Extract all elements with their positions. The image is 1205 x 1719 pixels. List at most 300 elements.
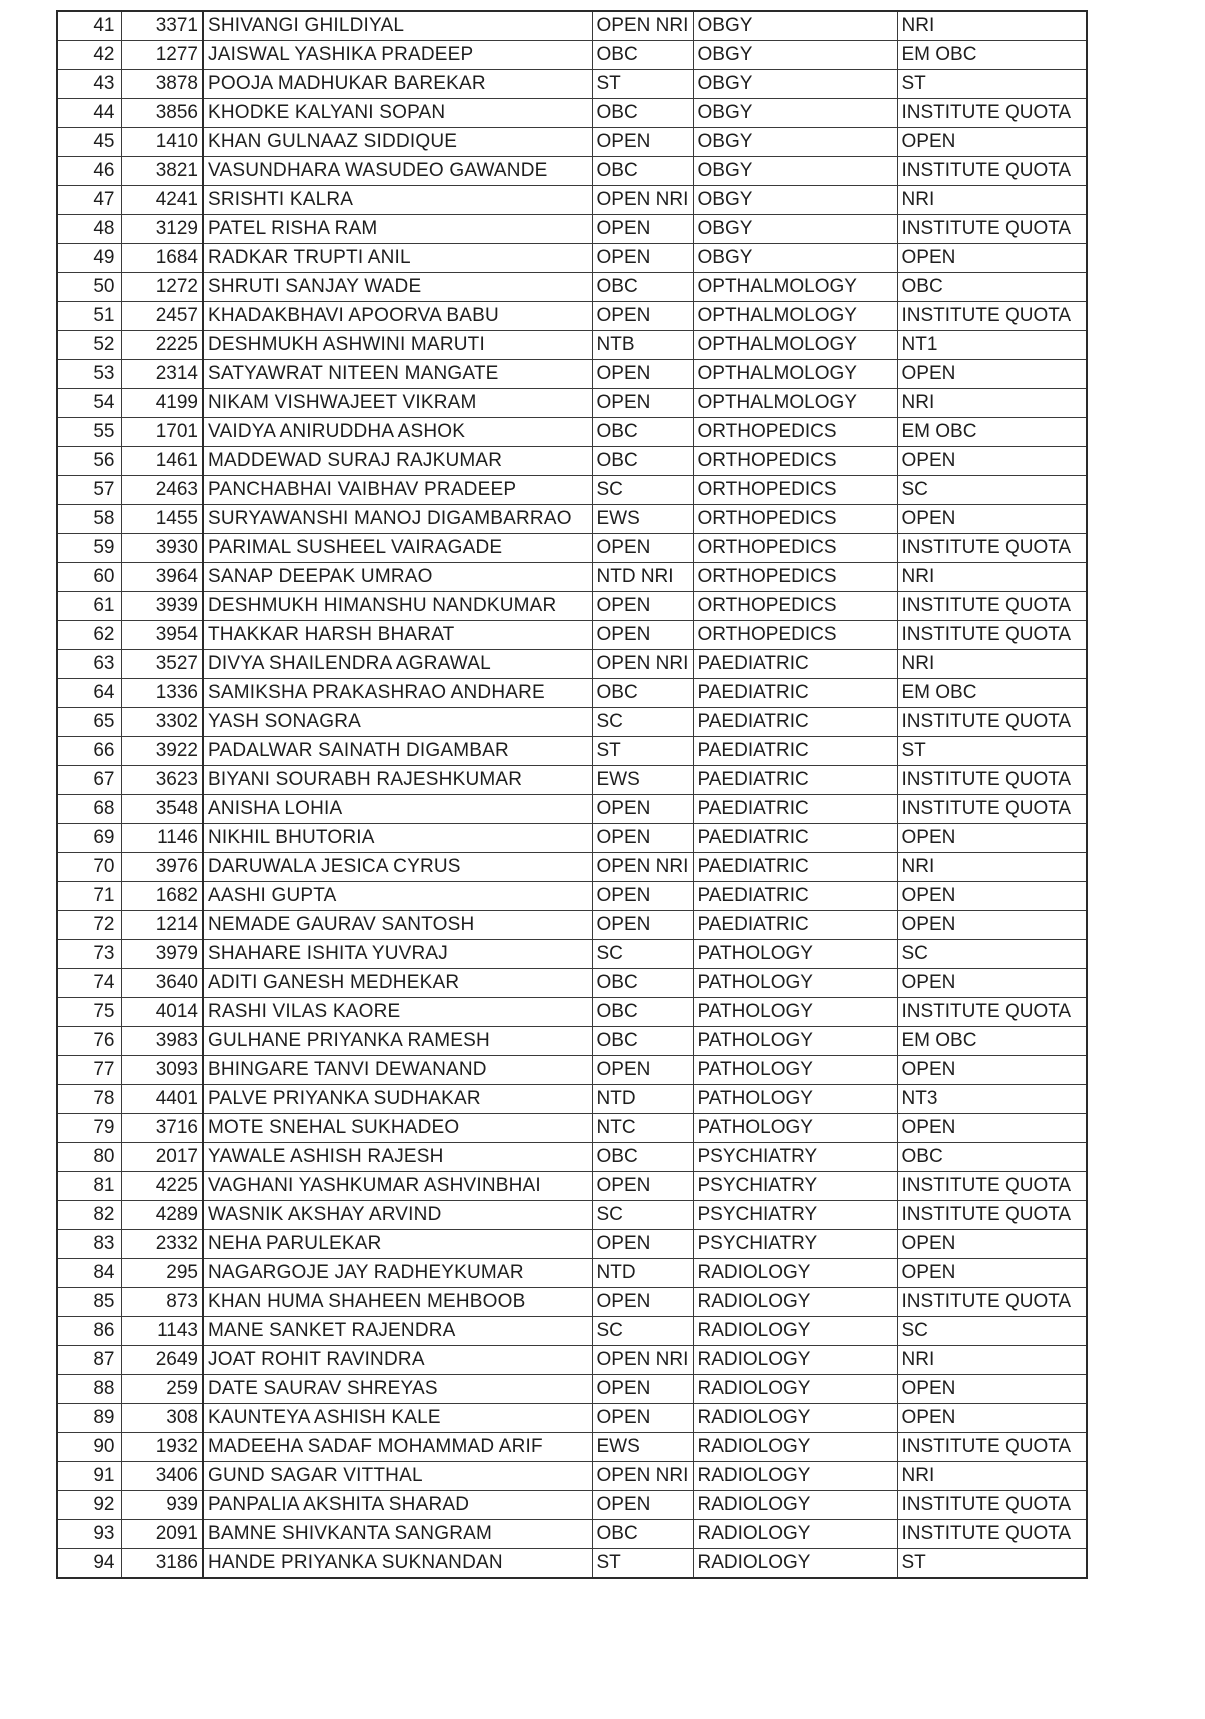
table-row — [57, 882, 1087, 911]
category-cell: OPEN NRI — [592, 186, 693, 215]
table-row — [57, 1114, 1087, 1143]
serial-number-cell: 60 — [57, 563, 121, 592]
table-row — [57, 1404, 1087, 1433]
subject-cell: ORTHOPEDICS — [693, 447, 897, 476]
subject-cell: ORTHOPEDICS — [693, 592, 897, 621]
serial-number-cell: 48 — [57, 215, 121, 244]
candidate-name-cell: SHAHARE ISHITA YUVRAJ — [203, 940, 592, 969]
allotted-quota-cell: NRI — [897, 650, 1087, 679]
rank-cell: 4014 — [121, 998, 203, 1027]
category-cell: OPEN NRI — [592, 11, 693, 41]
table-row — [57, 795, 1087, 824]
subject-cell: PAEDIATRIC — [693, 824, 897, 853]
table-row — [57, 41, 1087, 70]
candidate-name-cell: HANDE PRIYANKA SUKNANDAN — [203, 1549, 592, 1579]
category-cell: ST — [592, 737, 693, 766]
subject-cell: PATHOLOGY — [693, 1114, 897, 1143]
category-cell: OPEN — [592, 534, 693, 563]
candidate-name-cell: PANCHABHAI VAIBHAV PRADEEP — [203, 476, 592, 505]
serial-number-cell: 49 — [57, 244, 121, 273]
serial-number-cell: 87 — [57, 1346, 121, 1375]
subject-cell: OBGY — [693, 70, 897, 99]
rank-cell: 1682 — [121, 882, 203, 911]
serial-number-cell: 94 — [57, 1549, 121, 1579]
allotment-table-body — [57, 11, 1087, 1578]
candidate-name-cell: NEHA PARULEKAR — [203, 1230, 592, 1259]
table-row — [57, 505, 1087, 534]
table-row — [57, 679, 1087, 708]
table-row — [57, 157, 1087, 186]
rank-cell: 4225 — [121, 1172, 203, 1201]
table-row — [57, 534, 1087, 563]
candidate-name-cell: DESHMUKH HIMANSHU NANDKUMAR — [203, 592, 592, 621]
subject-cell: PAEDIATRIC — [693, 766, 897, 795]
allotted-quota-cell: OPEN — [897, 505, 1087, 534]
allotted-quota-cell: OPEN — [897, 824, 1087, 853]
allotted-quota-cell: INSTITUTE QUOTA — [897, 1491, 1087, 1520]
candidate-name-cell: NEMADE GAURAV SANTOSH — [203, 911, 592, 940]
table-row — [57, 998, 1087, 1027]
rank-cell: 3983 — [121, 1027, 203, 1056]
serial-number-cell: 57 — [57, 476, 121, 505]
rank-cell: 1214 — [121, 911, 203, 940]
subject-cell: OBGY — [693, 186, 897, 215]
rank-cell: 2091 — [121, 1520, 203, 1549]
table-row — [57, 911, 1087, 940]
serial-number-cell: 68 — [57, 795, 121, 824]
rank-cell: 1336 — [121, 679, 203, 708]
rank-cell: 2463 — [121, 476, 203, 505]
serial-number-cell: 43 — [57, 70, 121, 99]
candidate-name-cell: ANISHA LOHIA — [203, 795, 592, 824]
category-cell: OPEN — [592, 1375, 693, 1404]
candidate-name-cell: DATE SAURAV SHREYAS — [203, 1375, 592, 1404]
candidate-name-cell: SRISHTI KALRA — [203, 186, 592, 215]
rank-cell: 308 — [121, 1404, 203, 1433]
category-cell: ST — [592, 1549, 693, 1579]
serial-number-cell: 80 — [57, 1143, 121, 1172]
allotted-quota-cell: INSTITUTE QUOTA — [897, 215, 1087, 244]
rank-cell: 3922 — [121, 737, 203, 766]
serial-number-cell: 45 — [57, 128, 121, 157]
rank-cell: 4401 — [121, 1085, 203, 1114]
candidate-name-cell: PATEL RISHA RAM — [203, 215, 592, 244]
candidate-name-cell: JOAT ROHIT RAVINDRA — [203, 1346, 592, 1375]
category-cell: EWS — [592, 505, 693, 534]
serial-number-cell: 93 — [57, 1520, 121, 1549]
subject-cell: PATHOLOGY — [693, 1085, 897, 1114]
category-cell: OBC — [592, 1520, 693, 1549]
serial-number-cell: 70 — [57, 853, 121, 882]
subject-cell: PAEDIATRIC — [693, 708, 897, 737]
rank-cell: 1684 — [121, 244, 203, 273]
allotted-quota-cell: SC — [897, 476, 1087, 505]
rank-cell: 1461 — [121, 447, 203, 476]
serial-number-cell: 54 — [57, 389, 121, 418]
candidate-name-cell: PARIMAL SUSHEEL VAIRAGADE — [203, 534, 592, 563]
subject-cell: RADIOLOGY — [693, 1520, 897, 1549]
allotted-quota-cell: INSTITUTE QUOTA — [897, 534, 1087, 563]
serial-number-cell: 50 — [57, 273, 121, 302]
subject-cell: RADIOLOGY — [693, 1462, 897, 1491]
table-row — [57, 650, 1087, 679]
candidate-name-cell: MADDEWAD SURAJ RAJKUMAR — [203, 447, 592, 476]
subject-cell: OPTHALMOLOGY — [693, 389, 897, 418]
subject-cell: ORTHOPEDICS — [693, 621, 897, 650]
allotted-quota-cell: INSTITUTE QUOTA — [897, 795, 1087, 824]
rank-cell: 3976 — [121, 853, 203, 882]
rank-cell: 3964 — [121, 563, 203, 592]
allotted-quota-cell: INSTITUTE QUOTA — [897, 99, 1087, 128]
serial-number-cell: 88 — [57, 1375, 121, 1404]
rank-cell: 939 — [121, 1491, 203, 1520]
allotted-quota-cell: INSTITUTE QUOTA — [897, 766, 1087, 795]
subject-cell: PATHOLOGY — [693, 940, 897, 969]
allotted-quota-cell: INSTITUTE QUOTA — [897, 592, 1087, 621]
allotted-quota-cell: EM OBC — [897, 418, 1087, 447]
serial-number-cell: 44 — [57, 99, 121, 128]
candidate-name-cell: KHADAKBHAVI APOORVA BABU — [203, 302, 592, 331]
serial-number-cell: 76 — [57, 1027, 121, 1056]
subject-cell: OPTHALMOLOGY — [693, 302, 897, 331]
category-cell: SC — [592, 1201, 693, 1230]
category-cell: OPEN NRI — [592, 1346, 693, 1375]
category-cell: NTC — [592, 1114, 693, 1143]
table-row — [57, 476, 1087, 505]
candidate-name-cell: PANPALIA AKSHITA SHARAD — [203, 1491, 592, 1520]
rank-cell: 3979 — [121, 940, 203, 969]
candidate-name-cell: NAGARGOJE JAY RADHEYKUMAR — [203, 1259, 592, 1288]
rank-cell: 1410 — [121, 128, 203, 157]
allotted-quota-cell: OPEN — [897, 969, 1087, 998]
subject-cell: RADIOLOGY — [693, 1491, 897, 1520]
serial-number-cell: 67 — [57, 766, 121, 795]
subject-cell: OBGY — [693, 99, 897, 128]
category-cell: OBC — [592, 99, 693, 128]
candidate-name-cell: BHINGARE TANVI DEWANAND — [203, 1056, 592, 1085]
allotment-table — [56, 10, 1088, 1579]
candidate-name-cell: SAMIKSHA PRAKASHRAO ANDHARE — [203, 679, 592, 708]
subject-cell: ORTHOPEDICS — [693, 476, 897, 505]
allotted-quota-cell: NRI — [897, 186, 1087, 215]
subject-cell: PSYCHIATRY — [693, 1201, 897, 1230]
candidate-name-cell: THAKKAR HARSH BHARAT — [203, 621, 592, 650]
category-cell: OBC — [592, 998, 693, 1027]
category-cell: OPEN — [592, 1288, 693, 1317]
rank-cell: 1146 — [121, 824, 203, 853]
serial-number-cell: 61 — [57, 592, 121, 621]
serial-number-cell: 47 — [57, 186, 121, 215]
rank-cell: 3406 — [121, 1462, 203, 1491]
category-cell: SC — [592, 1317, 693, 1346]
candidate-name-cell: PALVE PRIYANKA SUDHAKAR — [203, 1085, 592, 1114]
candidate-name-cell: BIYANI SOURABH RAJESHKUMAR — [203, 766, 592, 795]
candidate-name-cell: YAWALE ASHISH RAJESH — [203, 1143, 592, 1172]
allotted-quota-cell: EM OBC — [897, 41, 1087, 70]
table-row — [57, 70, 1087, 99]
serial-number-cell: 92 — [57, 1491, 121, 1520]
rank-cell: 1272 — [121, 273, 203, 302]
table-row — [57, 969, 1087, 998]
subject-cell: PSYCHIATRY — [693, 1172, 897, 1201]
allotted-quota-cell: OPEN — [897, 882, 1087, 911]
candidate-name-cell: NIKAM VISHWAJEET VIKRAM — [203, 389, 592, 418]
candidate-name-cell: SURYAWANSHI MANOJ DIGAMBARRAO — [203, 505, 592, 534]
subject-cell: OBGY — [693, 215, 897, 244]
allotted-quota-cell: OPEN — [897, 911, 1087, 940]
table-row — [57, 1491, 1087, 1520]
rank-cell: 3548 — [121, 795, 203, 824]
allotted-quota-cell: NT3 — [897, 1085, 1087, 1114]
subject-cell: PAEDIATRIC — [693, 911, 897, 940]
category-cell: OPEN NRI — [592, 1462, 693, 1491]
rank-cell: 259 — [121, 1375, 203, 1404]
table-row — [57, 128, 1087, 157]
category-cell: OPEN — [592, 1404, 693, 1433]
allotted-quota-cell: OPEN — [897, 1404, 1087, 1433]
subject-cell: RADIOLOGY — [693, 1259, 897, 1288]
serial-number-cell: 89 — [57, 1404, 121, 1433]
table-row — [57, 563, 1087, 592]
rank-cell: 3640 — [121, 969, 203, 998]
rank-cell: 3623 — [121, 766, 203, 795]
allotted-quota-cell: OPEN — [897, 128, 1087, 157]
table-row — [57, 244, 1087, 273]
category-cell: OPEN — [592, 592, 693, 621]
allotted-quota-cell: OPEN — [897, 1259, 1087, 1288]
table-row — [57, 940, 1087, 969]
subject-cell: PATHOLOGY — [693, 1027, 897, 1056]
rank-cell: 3129 — [121, 215, 203, 244]
rank-cell: 2314 — [121, 360, 203, 389]
serial-number-cell: 46 — [57, 157, 121, 186]
table-row — [57, 1520, 1087, 1549]
allotted-quota-cell: INSTITUTE QUOTA — [897, 1433, 1087, 1462]
allotted-quota-cell: SC — [897, 940, 1087, 969]
serial-number-cell: 41 — [57, 11, 121, 41]
candidate-name-cell: DARUWALA JESICA CYRUS — [203, 853, 592, 882]
serial-number-cell: 82 — [57, 1201, 121, 1230]
allotted-quota-cell: NT1 — [897, 331, 1087, 360]
rank-cell: 2225 — [121, 331, 203, 360]
table-row — [57, 215, 1087, 244]
candidate-name-cell: MANE SANKET RAJENDRA — [203, 1317, 592, 1346]
subject-cell: ORTHOPEDICS — [693, 563, 897, 592]
rank-cell: 3878 — [121, 70, 203, 99]
category-cell: OPEN NRI — [592, 650, 693, 679]
table-row — [57, 1056, 1087, 1085]
category-cell: NTB — [592, 331, 693, 360]
table-row — [57, 1230, 1087, 1259]
allotted-quota-cell: INSTITUTE QUOTA — [897, 708, 1087, 737]
allotted-quota-cell: EM OBC — [897, 679, 1087, 708]
table-row — [57, 708, 1087, 737]
candidate-name-cell: DESHMUKH ASHWINI MARUTI — [203, 331, 592, 360]
candidate-name-cell: POOJA MADHUKAR BAREKAR — [203, 70, 592, 99]
subject-cell: OPTHALMOLOGY — [693, 360, 897, 389]
category-cell: OPEN — [592, 1056, 693, 1085]
serial-number-cell: 72 — [57, 911, 121, 940]
category-cell: OPEN — [592, 1491, 693, 1520]
serial-number-cell: 75 — [57, 998, 121, 1027]
serial-number-cell: 91 — [57, 1462, 121, 1491]
candidate-name-cell: KHAN GULNAAZ SIDDIQUE — [203, 128, 592, 157]
candidate-name-cell: VAIDYA ANIRUDDHA ASHOK — [203, 418, 592, 447]
candidate-name-cell: NIKHIL BHUTORIA — [203, 824, 592, 853]
rank-cell: 1277 — [121, 41, 203, 70]
category-cell: OBC — [592, 1027, 693, 1056]
rank-cell: 3302 — [121, 708, 203, 737]
category-cell: OBC — [592, 273, 693, 302]
table-row — [57, 273, 1087, 302]
rank-cell: 3371 — [121, 11, 203, 41]
category-cell: OPEN — [592, 244, 693, 273]
table-row — [57, 824, 1087, 853]
serial-number-cell: 42 — [57, 41, 121, 70]
category-cell: OPEN — [592, 911, 693, 940]
subject-cell: OBGY — [693, 128, 897, 157]
subject-cell: PAEDIATRIC — [693, 650, 897, 679]
allotted-quota-cell: OPEN — [897, 1230, 1087, 1259]
table-row — [57, 853, 1087, 882]
subject-cell: ORTHOPEDICS — [693, 505, 897, 534]
candidate-name-cell: PADALWAR SAINATH DIGAMBAR — [203, 737, 592, 766]
allotted-quota-cell: SC — [897, 1317, 1087, 1346]
category-cell: OBC — [592, 679, 693, 708]
table-row — [57, 1375, 1087, 1404]
table-row — [57, 1085, 1087, 1114]
subject-cell: PSYCHIATRY — [693, 1143, 897, 1172]
allotted-quota-cell: EM OBC — [897, 1027, 1087, 1056]
rank-cell: 3716 — [121, 1114, 203, 1143]
serial-number-cell: 83 — [57, 1230, 121, 1259]
candidate-name-cell: VAGHANI YASHKUMAR ASHVINBHAI — [203, 1172, 592, 1201]
subject-cell: RADIOLOGY — [693, 1288, 897, 1317]
category-cell: OPEN — [592, 1230, 693, 1259]
rank-cell: 1143 — [121, 1317, 203, 1346]
allotted-quota-cell: OPEN — [897, 244, 1087, 273]
serial-number-cell: 66 — [57, 737, 121, 766]
rank-cell: 3939 — [121, 592, 203, 621]
rank-cell: 3821 — [121, 157, 203, 186]
rank-cell: 2649 — [121, 1346, 203, 1375]
serial-number-cell: 73 — [57, 940, 121, 969]
subject-cell: PAEDIATRIC — [693, 737, 897, 766]
subject-cell: RADIOLOGY — [693, 1317, 897, 1346]
table-row — [57, 1433, 1087, 1462]
table-row — [57, 1549, 1087, 1579]
serial-number-cell: 74 — [57, 969, 121, 998]
serial-number-cell: 64 — [57, 679, 121, 708]
category-cell: OPEN — [592, 215, 693, 244]
table-row — [57, 331, 1087, 360]
rank-cell: 4289 — [121, 1201, 203, 1230]
allotted-quota-cell: OBC — [897, 273, 1087, 302]
category-cell: ST — [592, 70, 693, 99]
rank-cell: 3930 — [121, 534, 203, 563]
subject-cell: RADIOLOGY — [693, 1433, 897, 1462]
allotted-quota-cell: ST — [897, 70, 1087, 99]
allotted-quota-cell: NRI — [897, 853, 1087, 882]
serial-number-cell: 58 — [57, 505, 121, 534]
table-row — [57, 1288, 1087, 1317]
rank-cell: 2332 — [121, 1230, 203, 1259]
category-cell: OPEN NRI — [592, 853, 693, 882]
allotted-quota-cell: OPEN — [897, 360, 1087, 389]
candidate-name-cell: WASNIK AKSHAY ARVIND — [203, 1201, 592, 1230]
serial-number-cell: 81 — [57, 1172, 121, 1201]
allotted-quota-cell: OPEN — [897, 1375, 1087, 1404]
serial-number-cell: 62 — [57, 621, 121, 650]
table-row — [57, 1317, 1087, 1346]
category-cell: OPEN — [592, 360, 693, 389]
allotted-quota-cell: NRI — [897, 11, 1087, 41]
subject-cell: PAEDIATRIC — [693, 882, 897, 911]
allotted-quota-cell: OPEN — [897, 1114, 1087, 1143]
subject-cell: OBGY — [693, 157, 897, 186]
rank-cell: 3186 — [121, 1549, 203, 1579]
serial-number-cell: 77 — [57, 1056, 121, 1085]
allotted-quota-cell: INSTITUTE QUOTA — [897, 621, 1087, 650]
serial-number-cell: 90 — [57, 1433, 121, 1462]
subject-cell: PATHOLOGY — [693, 998, 897, 1027]
subject-cell: ORTHOPEDICS — [693, 534, 897, 563]
rank-cell: 4241 — [121, 186, 203, 215]
table-row — [57, 1462, 1087, 1491]
allotted-quota-cell: INSTITUTE QUOTA — [897, 302, 1087, 331]
category-cell: SC — [592, 940, 693, 969]
candidate-name-cell: GUND SAGAR VITTHAL — [203, 1462, 592, 1491]
candidate-name-cell: BAMNE SHIVKANTA SANGRAM — [203, 1520, 592, 1549]
serial-number-cell: 52 — [57, 331, 121, 360]
table-row — [57, 302, 1087, 331]
rank-cell: 3527 — [121, 650, 203, 679]
candidate-name-cell: KHODKE KALYANI SOPAN — [203, 99, 592, 128]
candidate-name-cell: SHRUTI SANJAY WADE — [203, 273, 592, 302]
category-cell: OPEN — [592, 795, 693, 824]
allotted-quota-cell: INSTITUTE QUOTA — [897, 998, 1087, 1027]
category-cell: OBC — [592, 41, 693, 70]
serial-number-cell: 51 — [57, 302, 121, 331]
table-row — [57, 1143, 1087, 1172]
category-cell: OBC — [592, 157, 693, 186]
allotted-quota-cell: NRI — [897, 389, 1087, 418]
serial-number-cell: 86 — [57, 1317, 121, 1346]
candidate-name-cell: KHAN HUMA SHAHEEN MEHBOOB — [203, 1288, 592, 1317]
subject-cell: PSYCHIATRY — [693, 1230, 897, 1259]
category-cell: OPEN — [592, 128, 693, 157]
allotted-quota-cell: NRI — [897, 1346, 1087, 1375]
allotted-quota-cell: INSTITUTE QUOTA — [897, 157, 1087, 186]
candidate-name-cell: RASHI VILAS KAORE — [203, 998, 592, 1027]
category-cell: OPEN — [592, 302, 693, 331]
table-row — [57, 389, 1087, 418]
rank-cell: 3856 — [121, 99, 203, 128]
allotted-quota-cell: OPEN — [897, 1056, 1087, 1085]
table-row — [57, 418, 1087, 447]
category-cell: EWS — [592, 1433, 693, 1462]
rank-cell: 3093 — [121, 1056, 203, 1085]
allotted-quota-cell: ST — [897, 1549, 1087, 1579]
table-row — [57, 1346, 1087, 1375]
candidate-name-cell: GULHANE PRIYANKA RAMESH — [203, 1027, 592, 1056]
category-cell: EWS — [592, 766, 693, 795]
candidate-name-cell: RADKAR TRUPTI ANIL — [203, 244, 592, 273]
subject-cell: PAEDIATRIC — [693, 853, 897, 882]
category-cell: NTD — [592, 1259, 693, 1288]
table-row — [57, 11, 1087, 41]
subject-cell: OPTHALMOLOGY — [693, 273, 897, 302]
